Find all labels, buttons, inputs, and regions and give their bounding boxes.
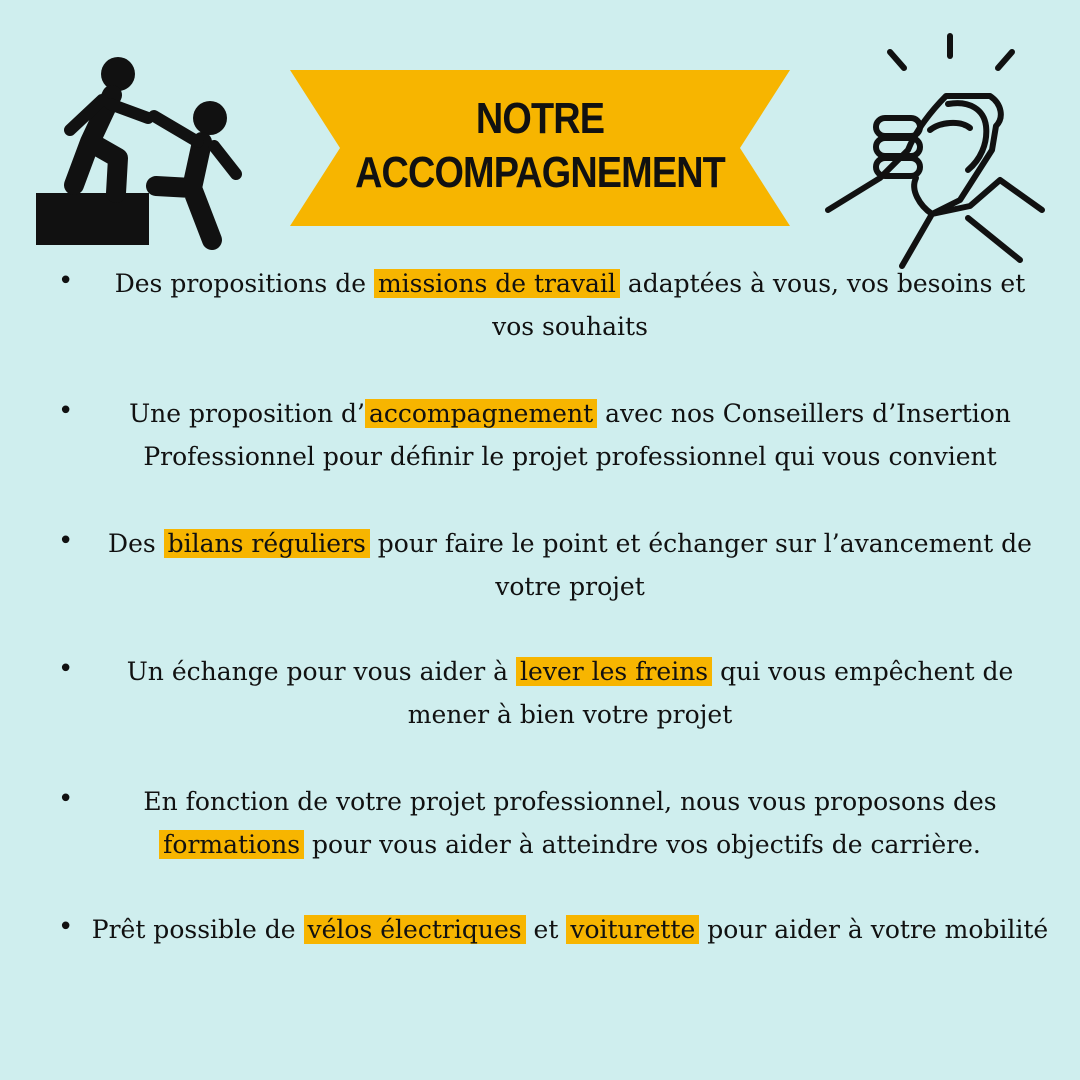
item-text (90, 262, 1050, 348)
item-text-part: En fonction de votre projet professionnel, nous vous proposons des (143, 787, 997, 816)
item-text-part: pour aider à votre mobilité (699, 915, 1049, 944)
item-text (90, 650, 1050, 736)
bullet-icon: • (58, 912, 74, 942)
item-text-part: adaptées à vous, vos besoins et vos souhaits (492, 269, 1026, 341)
item-text (90, 780, 1050, 866)
item-text-part: Des propositions de (114, 269, 374, 298)
item-text-part: pour faire le point et échanger sur l’avancement de votre projet (369, 529, 1032, 601)
item-text-part: Un échange pour vous aider à (126, 657, 517, 686)
list-item (40, 780, 1050, 908)
bullet-icon: • (58, 654, 74, 684)
title-banner (290, 68, 790, 228)
list-item (40, 908, 1050, 1008)
item-text-part: pour vous aider à atteindre vos objectifs de carrière. (304, 830, 981, 859)
bullet-icon: • (58, 526, 74, 556)
arm-wrestling-handshake-icon (820, 30, 1050, 270)
highlight: voiturette (566, 915, 699, 944)
highlight: vélos électriques (304, 915, 526, 944)
item-text-part: et (525, 915, 567, 944)
bullet-icon: • (58, 266, 74, 296)
service-list (40, 262, 1050, 1008)
highlight: lever les freins (516, 657, 712, 686)
item-text-part: Prêt possible de (91, 915, 304, 944)
bullet-icon: • (58, 784, 74, 814)
list-item (40, 650, 1050, 780)
highlight: bilans réguliers (164, 529, 370, 558)
page-title (325, 92, 755, 200)
helping-hand-climb-icon (30, 50, 260, 250)
highlight: accompagnement (365, 399, 597, 428)
list-item (40, 392, 1050, 522)
bullet-icon: • (58, 396, 74, 426)
item-text-part: Une proposition d’ (129, 399, 365, 428)
highlight: formations (159, 830, 304, 859)
list-item (40, 262, 1050, 392)
item-text-part: Des (108, 529, 164, 558)
item-text (90, 522, 1050, 608)
item-text (90, 908, 1050, 951)
item-text (90, 392, 1050, 478)
highlight: missions de travail (374, 269, 620, 298)
item-text-part: qui vous empêchent de mener à bien votre projet (407, 657, 1014, 729)
list-item (40, 522, 1050, 650)
title-line-1: NOTRE (475, 94, 605, 143)
title-line-2: ACCOMPAGNEMENT (355, 148, 725, 197)
item-text-part: avec nos Conseillers d’Insertion Professionnel pour définir le projet professionnel qui vous convient (143, 399, 1011, 471)
